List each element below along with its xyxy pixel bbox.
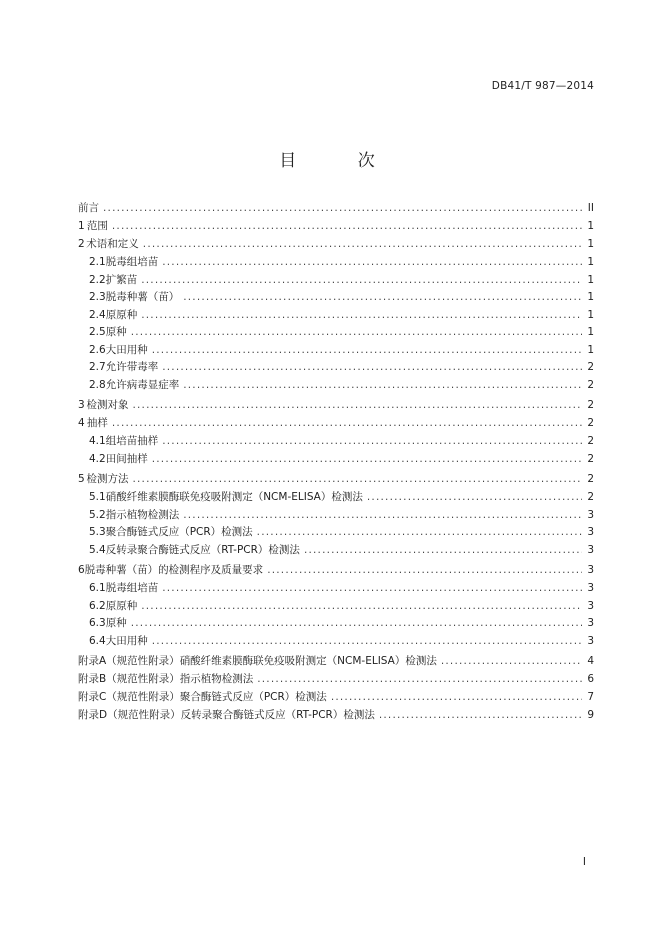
toc-entry-label: 原种 [105, 617, 127, 629]
toc-entry-page: 6 [587, 673, 594, 685]
toc-entry-page: 1 [587, 238, 594, 250]
dot-leader [183, 506, 582, 524]
toc-entry-label: 术语和定义 [86, 238, 139, 250]
toc-appendix-d[interactable] [78, 706, 594, 724]
toc-entry-number: 3 [78, 399, 85, 411]
toc-entry-number: 2.3 [89, 291, 106, 303]
dot-leader [162, 432, 582, 450]
toc-entry-label: 聚合酶链式反应（PCR）检测法 [105, 526, 253, 538]
dot-leader [162, 253, 582, 271]
toc-4[interactable] [78, 414, 594, 432]
toc-entry-label: 原种 [105, 326, 127, 338]
dot-leader [112, 217, 582, 235]
toc-appendix-b[interactable] [78, 670, 594, 688]
toc-entry-label: 指示植物检测法 [179, 673, 254, 685]
toc-entry-number: 2 [78, 238, 85, 250]
toc-entry-number: 2.1 [89, 256, 106, 268]
toc-entry-number: 4.2 [89, 452, 106, 465]
toc-entry-page: 2 [587, 452, 594, 465]
dot-leader [112, 414, 582, 432]
toc-entry-number: 2.7 [89, 361, 106, 373]
toc-entry-page: 3 [587, 543, 594, 556]
toc-entry-label: 组培苗抽样 [105, 435, 159, 447]
toc-entry-label: 前言 [78, 202, 99, 214]
dot-leader [141, 271, 582, 289]
toc-entry-number: 5.2 [89, 508, 106, 521]
dot-leader [257, 670, 582, 688]
page-title: 目 次 [279, 151, 403, 171]
toc-entry-page: 1 [587, 273, 594, 286]
toc-entry-number: 4 [78, 417, 85, 429]
toc-entry-page: 2 [587, 435, 594, 447]
toc-entry-label: 脱毒组培苗 [105, 582, 159, 594]
toc-5-4[interactable] [78, 541, 594, 559]
toc-entry-number: 附录A（规范性附录） [78, 655, 180, 667]
toc-entry-label: 原原种 [105, 308, 138, 321]
toc-entry-page: 3 [587, 634, 594, 647]
toc-entry-label: 硝酸纤维素膜酶联免疫吸附测定（NCM-ELISA）检测法 [179, 655, 437, 667]
dot-leader [143, 235, 582, 253]
toc-2-1[interactable] [78, 253, 594, 271]
toc-5[interactable] [78, 470, 594, 488]
toc-entry-page: 2 [587, 361, 594, 373]
toc-3[interactable] [78, 396, 594, 414]
toc-entry-label: 原原种 [105, 599, 138, 612]
dot-leader [162, 358, 582, 376]
dot-leader [441, 652, 582, 670]
toc-1[interactable] [78, 217, 594, 235]
toc-entry-page: 7 [587, 691, 594, 703]
toc-entry-page: 3 [587, 526, 594, 538]
toc-entry-page: 3 [587, 617, 594, 629]
toc-entry-number: 5.3 [89, 526, 106, 538]
toc-entry-label: 反转录聚合酶链式反应（RT-PCR）检测法 [105, 543, 300, 556]
toc-5-1[interactable] [78, 488, 594, 506]
toc-2-7[interactable] [78, 358, 594, 376]
toc-entry-page: 1 [587, 220, 594, 232]
toc-entry-label: 范围 [86, 220, 108, 232]
toc-entry-label: 脱毒种薯（苗）的检测程序及质量要求 [84, 564, 264, 576]
dot-leader [103, 199, 582, 217]
toc-2[interactable] [78, 235, 594, 253]
toc-entry-page: 3 [587, 582, 594, 594]
toc-entry-page: 3 [587, 508, 594, 521]
toc-entry-page: 1 [587, 308, 594, 321]
toc-entry-page: 2 [587, 417, 594, 429]
toc-entry-label: 反转录聚合酶链式反应（RT-PCR）检测法 [180, 709, 375, 721]
toc-entry-label: 大田用种 [105, 634, 148, 647]
toc-entry-number: 4.1 [89, 435, 106, 447]
toc-entry-label: 硝酸纤维素膜酶联免疫吸附测定（NCM-ELISA）检测法 [105, 491, 363, 503]
toc-entry-label: 脱毒组培苗 [105, 256, 159, 268]
toc-4-2[interactable] [78, 450, 594, 468]
toc-entry-number: 附录D（规范性附录） [78, 709, 181, 721]
dot-leader [152, 450, 582, 468]
toc-foreword[interactable] [78, 199, 594, 217]
toc-appendix-c[interactable] [78, 688, 594, 706]
toc-entry-number: 2.5 [89, 326, 106, 338]
toc-entry-number: 5.1 [89, 491, 106, 503]
toc-entry-number: 6.4 [89, 634, 106, 647]
toc-2-8[interactable] [78, 376, 594, 394]
dot-leader [131, 614, 582, 632]
toc-appendix-a[interactable] [78, 652, 594, 670]
toc-entry-page: 2 [587, 491, 594, 503]
dot-leader [304, 541, 582, 559]
toc-entry-page: 2 [587, 473, 594, 485]
dot-leader [152, 341, 582, 359]
toc-5-2[interactable] [78, 506, 594, 524]
toc-2-6[interactable] [78, 341, 594, 359]
dot-leader [152, 632, 582, 650]
toc-entry-label: 检测对象 [86, 399, 129, 411]
toc-entry-number: 6.3 [89, 617, 106, 629]
toc-entry-page: 1 [587, 326, 594, 338]
toc-entry-number: 1 [78, 220, 85, 232]
toc-entry-number: 2.4 [89, 308, 106, 321]
toc-entry-page: 1 [587, 256, 594, 268]
toc-entry-number: 6.1 [89, 582, 106, 594]
dot-leader [132, 470, 582, 488]
toc-entry-label: 允许带毒率 [105, 361, 159, 373]
toc-entry-page: 3 [587, 599, 594, 612]
toc-6[interactable] [78, 561, 594, 579]
toc-6-4[interactable] [78, 632, 594, 650]
toc-entry-page: 3 [587, 564, 594, 576]
toc-entry-label: 扩繁苗 [105, 273, 138, 286]
toc-4-1[interactable] [78, 432, 594, 450]
dot-leader [162, 579, 582, 597]
toc-2-4[interactable] [78, 306, 594, 324]
toc-entry-number: 6.2 [89, 599, 106, 612]
toc-entry-page: 2 [587, 399, 594, 411]
dot-leader [132, 396, 582, 414]
document-code: DB41/T 987—2014 [491, 80, 594, 92]
dot-leader [379, 706, 582, 724]
toc-6-2[interactable] [78, 597, 594, 615]
toc-entry-page: 9 [587, 709, 594, 721]
dot-leader [131, 323, 582, 341]
toc-entry-page: 4 [587, 655, 594, 667]
toc-6-3[interactable] [78, 614, 594, 632]
toc-entry-label: 抽样 [86, 417, 108, 429]
toc-2-5[interactable] [78, 323, 594, 341]
toc-entry-label: 大田用种 [105, 343, 148, 356]
toc-entry-number: 附录B（规范性附录） [78, 673, 180, 685]
toc-entry-label: 允许病毒显症率 [105, 378, 180, 391]
toc-entry-label: 田间抽样 [105, 452, 148, 465]
toc-entry-page: 1 [587, 291, 594, 303]
toc-entry-label: 脱毒种薯（苗） [105, 291, 180, 303]
table-of-contents [78, 199, 594, 724]
toc-entry-number: 5 [78, 473, 85, 485]
toc-entry-label: 检测方法 [86, 473, 129, 485]
toc-entry-page: 1 [587, 343, 594, 356]
toc-5-3[interactable] [78, 523, 594, 541]
toc-entry-label: 聚合酶链式反应（PCR）检测法 [179, 691, 327, 703]
toc-entry-number: 6 [78, 564, 85, 576]
toc-2-2[interactable] [78, 271, 594, 289]
toc-entry-number: 5.4 [89, 543, 106, 556]
dot-leader [331, 688, 582, 706]
dot-leader [183, 376, 582, 394]
toc-6-1[interactable] [78, 579, 594, 597]
dot-leader [141, 597, 582, 615]
dot-leader [257, 523, 582, 541]
dot-leader [183, 288, 582, 306]
toc-entry-page: II [587, 202, 594, 214]
toc-entry-number: 2.8 [89, 378, 106, 391]
page-number: I [582, 856, 586, 868]
toc-entry-number: 2.2 [89, 273, 106, 286]
toc-2-3[interactable] [78, 288, 594, 306]
dot-leader [267, 561, 582, 579]
toc-entry-page: 2 [587, 378, 594, 391]
dot-leader [141, 306, 582, 324]
toc-entry-label: 指示植物检测法 [105, 508, 180, 521]
dot-leader [367, 488, 582, 506]
toc-entry-number: 2.6 [89, 343, 106, 356]
toc-entry-number: 附录C（规范性附录） [78, 691, 180, 703]
